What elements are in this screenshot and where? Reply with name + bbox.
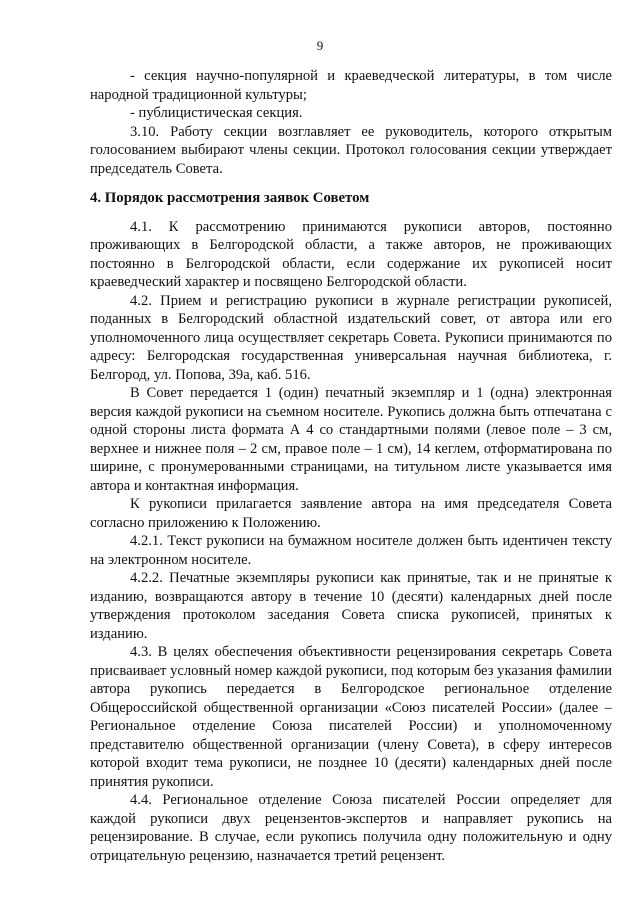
section-heading-4: 4. Порядок рассмотрения заявок Советом (90, 190, 370, 206)
document-body (90, 67, 612, 865)
paragraph-4-2-copies: В Совет передается 1 (один) печатный экземпляр и 1 (одна) электронная версия каждой рукописи на съемном носителе. Рукопись должна быть отпечатана с одной стороны листа формата А 4 со стандартными полями (левое поле – 3 см, верхнее и нижнее поля – 2 см, правое поле – 1 см), 14 кеглем, отформатирована по ширине, с пронумерованными страницами, на титульном листе указывается имя автора и контактная информация. (90, 385, 612, 494)
page-number: 9 (316, 38, 324, 53)
paragraph-4-1: 4.1. К рассмотрению принимаются рукописи авторов, постоянно проживающих в Белгородской области, а также авторов, не проживающих постоянно в Белгородской области, если содержание их рукописей носит краеведческий характер и посвящено Белгородской области. (90, 218, 612, 290)
paragraph-4-4: 4.4. Региональное отделение Союза писателей России определяет для каждой рукописи двух рецензентов-экспертов и направляет рукопись на рецензирование. В случае, если рукопись получила одну положительную и одну отрицательную рецензию, назначается третий рецензент. (90, 792, 612, 864)
paragraph-4-2-application: К рукописи прилагается заявление автора на имя председателя Совета согласно приложению к Положению. (90, 496, 612, 531)
paragraph-4-2: 4.2. Прием и регистрацию рукописи в журнале регистрации рукописей, поданных в Белгородский областной издательский совет, от автора или его уполномоченного лица осуществляет секретарь Совета. Рукописи принимаются по адресу: Белгородская государственная универсальная научная библиотека, г. Белгород, ул. Попова, 39а, каб. 516. (90, 292, 612, 383)
paragraph-4-3: 4.3. В целях обеспечения объективности рецензирования секретарь Совета присваивает условный номер каждой рукописи, под которым без указания фамилии автора рукопись передается в Белгородское региональное отделение Общероссийской общественной организации «Союз писателей России» (далее – Региональное отделение Союза писателей России) и уполномоченному представителю общественной организации (члену Совета), в сферу интересов которой входит тема рукописи, не позднее 10 (десяти) календарных дней после принятия рукописи. (90, 644, 612, 790)
paragraph-4-2-1: 4.2.1. Текст рукописи на бумажном носителе должен быть идентичен тексту на электронном носителе. (90, 533, 612, 568)
list-item-publicistic: - публицистическая секция. (130, 105, 303, 121)
paragraph-3-10: 3.10. Работу секции возглавляет ее руководитель, которого открытым голосованием выбирают члены секции. Протокол голосования секции утверждает председатель Совета. (90, 123, 612, 177)
paragraph-4-2-2: 4.2.2. Печатные экземпляры рукописи как принятые, так и не принятые к изданию, возвращаются автору в течение 10 (десяти) календарных дней после утверждения протоколом заседания Совета списка рукописей, принятых к изданию. (90, 570, 612, 642)
list-item-popular-science: - секция научно-популярной и краеведческой литературы, в том числе народной традиционной культуры; (90, 68, 612, 103)
